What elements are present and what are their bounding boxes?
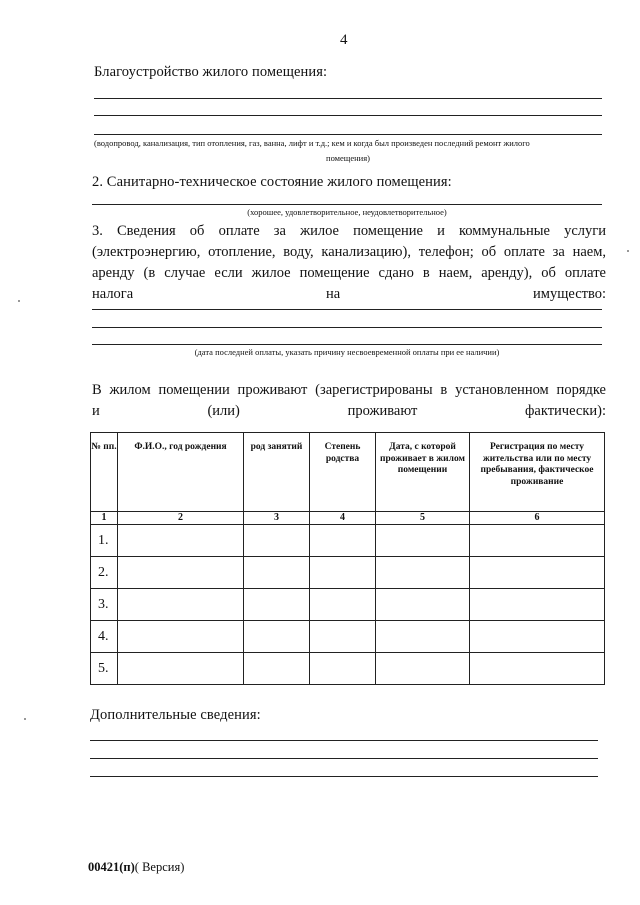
table-cell xyxy=(118,557,244,589)
col-header-registration: Регистрация по месту жительства или по месту пребывания, фактическое проживание xyxy=(470,433,605,512)
col-number: 5 xyxy=(376,512,470,525)
residents-intro-line: и (или) проживают фактически): xyxy=(92,403,606,419)
section-sanitary-hint: (хорошее, удовлетворительное, неудовлетворительное) xyxy=(247,207,447,217)
col-number: 3 xyxy=(244,512,310,525)
residents-intro xyxy=(92,380,606,422)
section-payments-line: налога на имущество: xyxy=(92,286,606,302)
table-cell xyxy=(470,525,605,557)
residents-table xyxy=(90,432,605,685)
table-row xyxy=(91,621,605,653)
table-cell xyxy=(244,621,310,653)
form-code-number: 00421(п) xyxy=(88,860,135,874)
table-cell xyxy=(310,589,376,621)
section-amenities-hint-cont: помещения) xyxy=(326,153,370,163)
section-payments-line: (электроэнергию, отопление, воду, канализацию), телефон; об оплате за наем, xyxy=(92,244,606,260)
scan-speck xyxy=(24,718,26,720)
table-cell xyxy=(118,525,244,557)
section-amenities-hint: (водопровод, канализация, тип отопления, газ, ванна, лифт и т.д.; кем и когда был произведен последний ремонт жилого xyxy=(94,138,530,148)
blank-line xyxy=(90,776,598,777)
blank-line xyxy=(92,327,602,328)
col-header-name: Ф.И.О., год рождения xyxy=(118,433,244,512)
blank-line xyxy=(90,758,598,759)
table-cell xyxy=(376,589,470,621)
section-amenities-title: Благоустройство жилого помещения: xyxy=(94,64,328,80)
table-cell xyxy=(376,525,470,557)
table-row xyxy=(91,525,605,557)
table-cell xyxy=(310,621,376,653)
col-number: 4 xyxy=(310,512,376,525)
blank-line xyxy=(94,98,602,99)
page-number: 4 xyxy=(340,32,348,48)
table-cell xyxy=(376,653,470,685)
table-cell xyxy=(310,525,376,557)
section-payments-line: аренду (в случае если жилое помещение сдано в наем, аренду), об оплате xyxy=(92,265,606,281)
table-cell xyxy=(310,557,376,589)
blank-line xyxy=(92,204,602,205)
table-row xyxy=(91,557,605,589)
residents-intro-line: В жилом помещении проживают (зарегистрированы в установленном порядке xyxy=(92,382,606,398)
col-number: 2 xyxy=(118,512,244,525)
table-cell xyxy=(470,621,605,653)
table-cell xyxy=(470,589,605,621)
table-cell xyxy=(470,653,605,685)
table-cell xyxy=(376,557,470,589)
form-version: ( Версия) xyxy=(134,860,185,874)
table-cell xyxy=(118,621,244,653)
section-payments-hint: (дата последней оплаты, указать причину несвоевременной оплаты при ее наличии) xyxy=(194,347,500,357)
additional-info-title: Дополнительные сведения: xyxy=(90,707,261,723)
row-number: 5. xyxy=(91,653,118,685)
section-sanitary-title: 2. Санитарно-техническое состояние жилого помещения: xyxy=(92,174,452,190)
blank-line xyxy=(92,344,602,345)
table-row xyxy=(91,589,605,621)
row-number: 4. xyxy=(91,621,118,653)
form-code xyxy=(88,860,184,875)
row-number: 2. xyxy=(91,557,118,589)
table-cell xyxy=(244,589,310,621)
blank-line xyxy=(92,309,602,310)
section-payments-line: 3. Сведения об оплате за жилое помещение и коммунальные услуги xyxy=(92,223,606,239)
col-header-occupation: род занятий xyxy=(244,433,310,512)
scan-speck xyxy=(627,250,629,252)
section-payments-text xyxy=(92,221,606,305)
table-cell xyxy=(118,589,244,621)
table-cell xyxy=(244,653,310,685)
row-number: 1. xyxy=(91,525,118,557)
col-header-since-date: Дата, с которой проживает в жилом помещении xyxy=(376,433,470,512)
blank-line xyxy=(94,115,602,116)
table-row xyxy=(91,653,605,685)
col-header-relation: Степень родства xyxy=(310,433,376,512)
table-cell xyxy=(244,557,310,589)
table-cell xyxy=(118,653,244,685)
col-number: 1 xyxy=(91,512,118,525)
scan-speck xyxy=(18,300,20,302)
blank-line xyxy=(94,134,602,135)
col-header-number: № пп. xyxy=(91,433,118,512)
table-cell xyxy=(470,557,605,589)
blank-line xyxy=(90,740,598,741)
table-cell xyxy=(310,653,376,685)
column-number-row xyxy=(91,512,605,525)
row-number: 3. xyxy=(91,589,118,621)
col-number: 6 xyxy=(470,512,605,525)
table-cell xyxy=(376,621,470,653)
table-header-row xyxy=(91,433,605,512)
table-cell xyxy=(244,525,310,557)
